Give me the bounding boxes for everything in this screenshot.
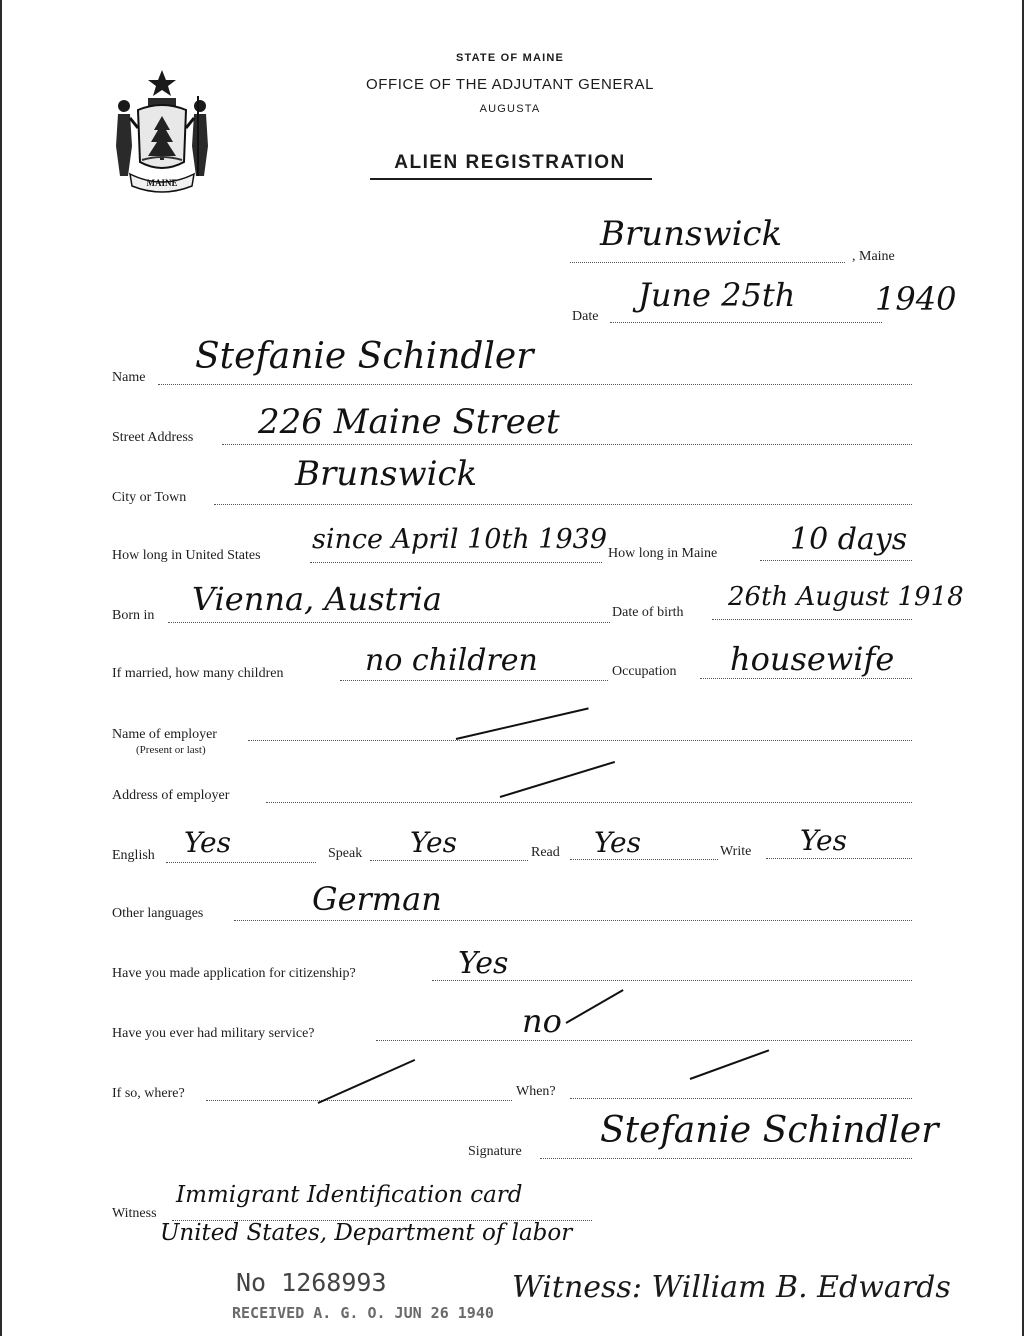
town-line (570, 262, 845, 263)
citizenship-label: Have you made application for citizenship? (112, 966, 356, 981)
read-line (570, 859, 718, 860)
speak-line (370, 860, 528, 861)
date-line (610, 322, 882, 323)
city-or-town-value: Brunswick (295, 454, 478, 494)
write-value: Yes (800, 824, 847, 857)
other-languages-label: Other languages (112, 906, 204, 921)
speak-label: Speak (328, 846, 363, 861)
children-value: no children (365, 643, 538, 678)
received-stamp: RECEIVED A. G. O. JUN 26 1940 (232, 1304, 494, 1322)
if-so-where-dash (318, 1059, 416, 1104)
occupation-line (700, 678, 912, 679)
employer-address-label: Address of employer (112, 788, 230, 803)
if-so-where-label: If so, where? (112, 1086, 185, 1101)
born-in-line (168, 622, 610, 623)
occupation-value: housewife (730, 640, 895, 678)
write-label: Write (720, 844, 752, 859)
date-value: June 25th (638, 276, 796, 314)
town-value: Brunswick (600, 214, 783, 254)
read-value: Yes (594, 826, 641, 859)
header-state: STATE OF MAINE (455, 52, 565, 64)
children-label: If married, how many children (112, 666, 284, 681)
witness-value-line2: United States, Department of labor (160, 1220, 573, 1246)
date-of-birth-label: Date of birth (612, 605, 684, 620)
military-label: Have you ever had military service? (112, 1026, 315, 1041)
city-or-town-line (214, 504, 912, 505)
children-line (340, 680, 608, 681)
how-long-maine-line (760, 560, 912, 561)
employer-address-dash (500, 761, 615, 798)
name-value: Stefanie Schindler (195, 336, 534, 377)
other-languages-value: German (312, 880, 442, 918)
date-of-birth-value: 26th August 1918 (728, 582, 964, 612)
when-line (570, 1098, 912, 1099)
how-long-us-label: How long in United States (112, 548, 261, 563)
speak-value: Yes (410, 826, 457, 859)
employer-name-line (248, 740, 912, 741)
date-year-value: 1940 (875, 280, 957, 318)
scan-edge-left (0, 0, 2, 1336)
english-value: Yes (184, 826, 231, 859)
street-address-value: 226 Maine Street (258, 402, 560, 442)
form-title-underline (370, 178, 652, 180)
if-so-where-line (206, 1100, 512, 1101)
occupation-label: Occupation (612, 664, 677, 679)
signature-label: Signature (468, 1144, 522, 1159)
military-flourish (566, 989, 624, 1024)
employer-name-dash (456, 707, 589, 740)
write-line (766, 858, 912, 859)
official-witness: Witness: William B. Edwards (512, 1270, 951, 1305)
maine-state-seal-icon (108, 66, 216, 194)
form-title: ALIEN REGISTRATION (394, 152, 626, 173)
how-long-us-value: since April 10th 1939 (312, 524, 607, 555)
header-city: AUGUSTA (479, 103, 541, 115)
date-label: Date (572, 309, 599, 324)
how-long-maine-value: 10 days (790, 522, 908, 557)
english-line (166, 862, 316, 863)
military-line (376, 1040, 912, 1041)
witness-value-line1: Immigrant Identification card (176, 1182, 523, 1208)
read-label: Read (531, 845, 560, 860)
signature-value: Stefanie Schindler (600, 1110, 939, 1151)
employer-name-note: (Present or last) (136, 744, 206, 756)
signature-line (540, 1158, 912, 1159)
name-label: Name (112, 370, 146, 385)
military-value: no (522, 1002, 562, 1040)
employer-name-label: Name of employer (112, 727, 217, 742)
name-line (158, 384, 912, 385)
witness-label: Witness (112, 1206, 157, 1221)
how-long-us-line (310, 562, 602, 563)
maine-label: , Maine (852, 249, 895, 264)
date-of-birth-line (712, 619, 912, 620)
city-or-town-label: City or Town (112, 490, 187, 505)
street-address-label: Street Address (112, 430, 194, 445)
registration-number: No 1268993 (236, 1268, 387, 1297)
born-in-label: Born in (112, 608, 155, 623)
other-languages-line (234, 920, 912, 921)
how-long-maine-label: How long in Maine (608, 546, 718, 561)
header-office: OFFICE OF THE ADJUTANT GENERAL (365, 76, 655, 93)
when-label: When? (516, 1084, 556, 1099)
citizenship-value: Yes (458, 946, 509, 981)
when-dash (690, 1049, 770, 1080)
seal-banner-text: MAINE (146, 178, 178, 188)
street-address-line (222, 444, 912, 445)
employer-address-line (266, 802, 912, 803)
born-in-value: Vienna, Austria (192, 580, 442, 618)
english-label: English (112, 848, 155, 863)
